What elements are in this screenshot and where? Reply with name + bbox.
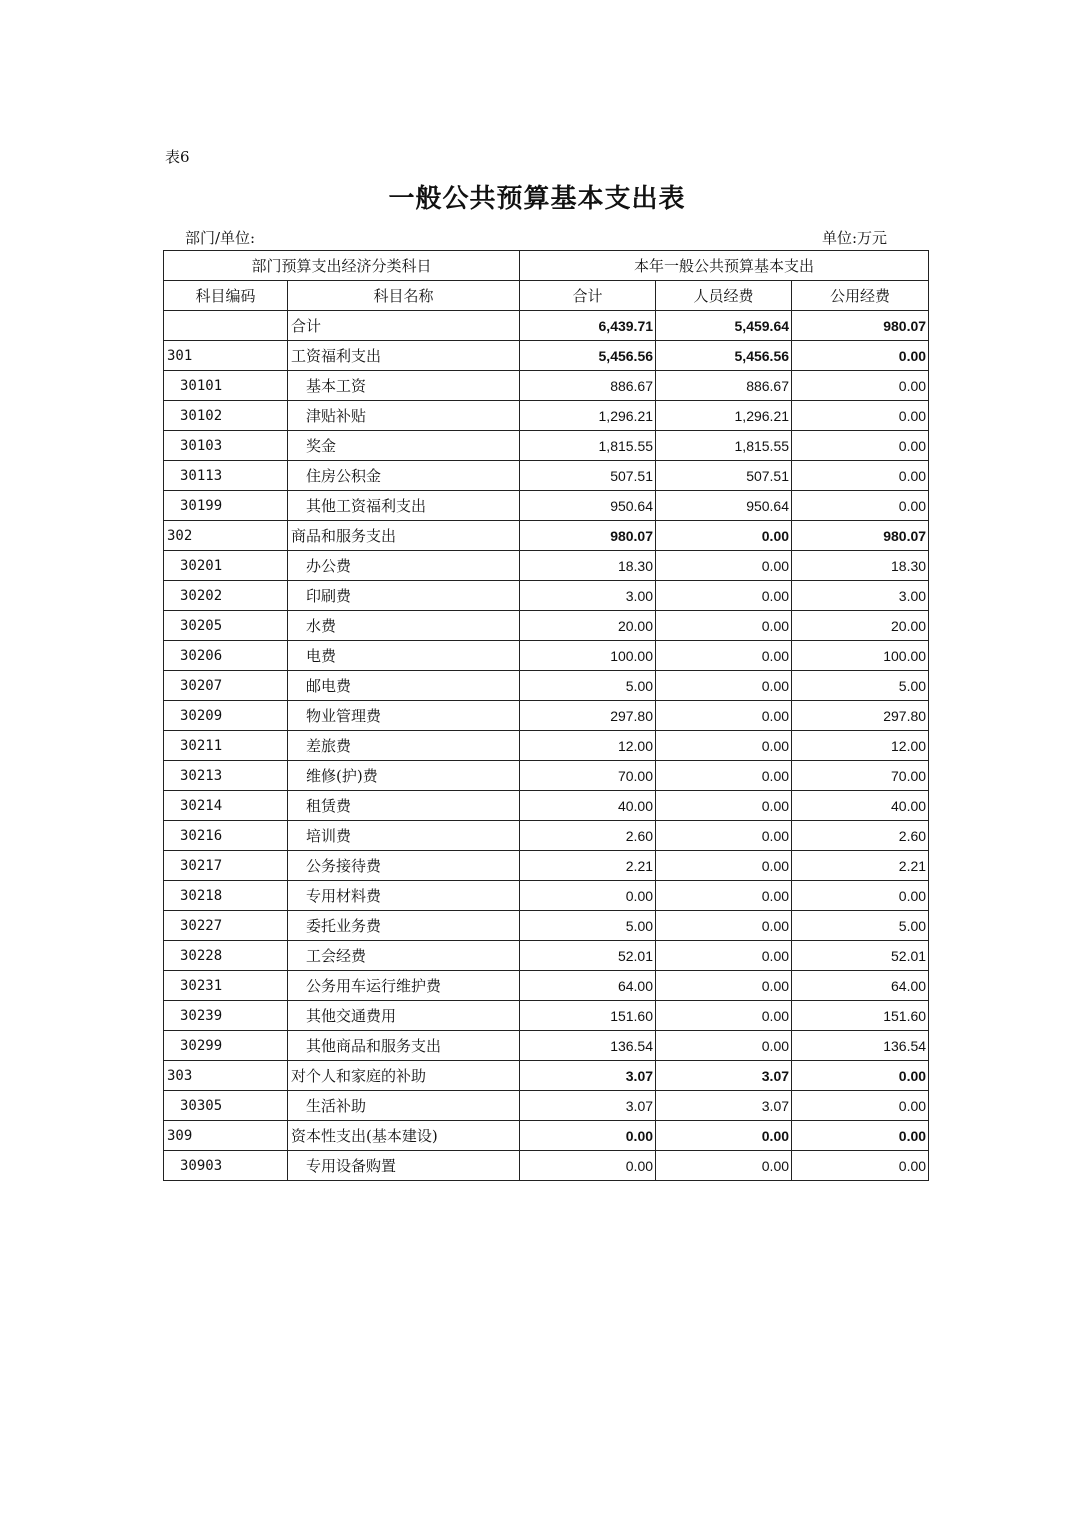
cell-public: 18.30 xyxy=(792,551,929,581)
cell-public: 0.00 xyxy=(792,1091,929,1121)
cell-public: 2.60 xyxy=(792,821,929,851)
cell-personnel: 0.00 xyxy=(656,791,792,821)
cell-public: 151.60 xyxy=(792,1001,929,1031)
table-row xyxy=(164,461,929,491)
cell-personnel: 0.00 xyxy=(656,1001,792,1031)
cell-personnel: 0.00 xyxy=(656,1151,792,1181)
cell-personnel: 0.00 xyxy=(656,851,792,881)
table-row xyxy=(164,1001,929,1031)
cell-name: 印刷费 xyxy=(288,581,520,611)
column-header-public: 公用经费 xyxy=(792,281,929,311)
cell-total: 0.00 xyxy=(520,881,656,911)
cell-name: 物业管理费 xyxy=(288,701,520,731)
cell-personnel: 0.00 xyxy=(656,881,792,911)
table-row xyxy=(164,1061,929,1091)
cell-code: 30199 xyxy=(164,491,288,521)
cell-public: 100.00 xyxy=(792,641,929,671)
page-title: 一般公共预算基本支出表 xyxy=(388,184,686,214)
cell-personnel: 5,456.56 xyxy=(656,341,792,371)
cell-personnel: 1,815.55 xyxy=(656,431,792,461)
cell-name: 合计 xyxy=(288,311,520,341)
cell-code: 30227 xyxy=(164,911,288,941)
cell-total: 297.80 xyxy=(520,701,656,731)
table-row xyxy=(164,731,929,761)
table-row xyxy=(164,341,929,371)
cell-code: 30207 xyxy=(164,671,288,701)
cell-name: 工会经费 xyxy=(288,941,520,971)
cell-total: 64.00 xyxy=(520,971,656,1001)
cell-personnel: 3.07 xyxy=(656,1091,792,1121)
cell-name: 津贴补贴 xyxy=(288,401,520,431)
header-group-row xyxy=(164,251,929,281)
cell-total: 3.00 xyxy=(520,581,656,611)
cell-code: 30202 xyxy=(164,581,288,611)
cell-personnel: 0.00 xyxy=(656,971,792,1001)
unit-label: 单位:万元 xyxy=(822,229,888,247)
cell-code: 30201 xyxy=(164,551,288,581)
table-row xyxy=(164,551,929,581)
cell-personnel: 5,459.64 xyxy=(656,311,792,341)
budget-table xyxy=(163,250,929,1181)
cell-name: 邮电费 xyxy=(288,671,520,701)
cell-name: 其他商品和服务支出 xyxy=(288,1031,520,1061)
table-row xyxy=(164,1031,929,1061)
table-body xyxy=(164,311,929,1181)
cell-total: 12.00 xyxy=(520,731,656,761)
table-row xyxy=(164,941,929,971)
cell-personnel: 0.00 xyxy=(656,551,792,581)
cell-personnel: 0.00 xyxy=(656,1031,792,1061)
cell-name: 公务用车运行维护费 xyxy=(288,971,520,1001)
cell-total: 507.51 xyxy=(520,461,656,491)
cell-code: 30218 xyxy=(164,881,288,911)
cell-name: 商品和服务支出 xyxy=(288,521,520,551)
cell-code: 30213 xyxy=(164,761,288,791)
cell-total: 40.00 xyxy=(520,791,656,821)
cell-name: 委托业务费 xyxy=(288,911,520,941)
cell-name: 生活补助 xyxy=(288,1091,520,1121)
table-row xyxy=(164,1151,929,1181)
table-row xyxy=(164,491,929,521)
cell-total: 3.07 xyxy=(520,1061,656,1091)
cell-personnel: 0.00 xyxy=(656,581,792,611)
cell-public: 0.00 xyxy=(792,881,929,911)
cell-personnel: 507.51 xyxy=(656,461,792,491)
cell-total: 950.64 xyxy=(520,491,656,521)
cell-total: 1,815.55 xyxy=(520,431,656,461)
cell-code: 30239 xyxy=(164,1001,288,1031)
table-row xyxy=(164,1091,929,1121)
cell-total: 886.67 xyxy=(520,371,656,401)
cell-name: 其他交通费用 xyxy=(288,1001,520,1031)
cell-public: 64.00 xyxy=(792,971,929,1001)
column-header-name: 科目名称 xyxy=(288,281,520,311)
cell-public: 0.00 xyxy=(792,1151,929,1181)
cell-code: 303 xyxy=(164,1061,288,1091)
cell-name: 电费 xyxy=(288,641,520,671)
cell-name: 其他工资福利支出 xyxy=(288,491,520,521)
table-row xyxy=(164,401,929,431)
cell-public: 52.01 xyxy=(792,941,929,971)
cell-code: 30113 xyxy=(164,461,288,491)
cell-name: 住房公积金 xyxy=(288,461,520,491)
cell-public: 980.07 xyxy=(792,521,929,551)
cell-public: 0.00 xyxy=(792,431,929,461)
cell-public: 0.00 xyxy=(792,341,929,371)
cell-name: 奖金 xyxy=(288,431,520,461)
cell-total: 100.00 xyxy=(520,641,656,671)
cell-code: 30209 xyxy=(164,701,288,731)
cell-total: 151.60 xyxy=(520,1001,656,1031)
cell-public: 0.00 xyxy=(792,371,929,401)
table-row xyxy=(164,581,929,611)
cell-personnel: 886.67 xyxy=(656,371,792,401)
cell-total: 18.30 xyxy=(520,551,656,581)
cell-code: 309 xyxy=(164,1121,288,1151)
cell-public: 980.07 xyxy=(792,311,929,341)
cell-name: 工资福利支出 xyxy=(288,341,520,371)
cell-code: 30305 xyxy=(164,1091,288,1121)
department-label: 部门/单位: xyxy=(185,229,256,247)
cell-name: 专用设备购置 xyxy=(288,1151,520,1181)
cell-public: 5.00 xyxy=(792,671,929,701)
cell-public: 0.00 xyxy=(792,1121,929,1151)
table-row xyxy=(164,671,929,701)
cell-code: 30216 xyxy=(164,821,288,851)
table-row xyxy=(164,881,929,911)
table-row xyxy=(164,611,929,641)
cell-personnel: 0.00 xyxy=(656,701,792,731)
cell-total: 980.07 xyxy=(520,521,656,551)
cell-name: 维修(护)费 xyxy=(288,761,520,791)
table-row xyxy=(164,821,929,851)
cell-name: 公务接待费 xyxy=(288,851,520,881)
cell-code: 30217 xyxy=(164,851,288,881)
table-row xyxy=(164,911,929,941)
cell-public: 297.80 xyxy=(792,701,929,731)
table-row xyxy=(164,641,929,671)
cell-code: 30205 xyxy=(164,611,288,641)
cell-personnel: 0.00 xyxy=(656,521,792,551)
cell-personnel: 950.64 xyxy=(656,491,792,521)
column-header-personnel: 人员经费 xyxy=(656,281,792,311)
cell-total: 6,439.71 xyxy=(520,311,656,341)
cell-name: 办公费 xyxy=(288,551,520,581)
cell-code: 30231 xyxy=(164,971,288,1001)
cell-total: 3.07 xyxy=(520,1091,656,1121)
cell-code: 301 xyxy=(164,341,288,371)
cell-name: 基本工资 xyxy=(288,371,520,401)
cell-code: 302 xyxy=(164,521,288,551)
cell-code: 30299 xyxy=(164,1031,288,1061)
cell-public: 0.00 xyxy=(792,401,929,431)
cell-personnel: 0.00 xyxy=(656,821,792,851)
cell-name: 资本性支出(基本建设) xyxy=(288,1121,520,1151)
cell-public: 136.54 xyxy=(792,1031,929,1061)
cell-code: 30103 xyxy=(164,431,288,461)
cell-total: 5.00 xyxy=(520,911,656,941)
header-column-row xyxy=(164,281,929,311)
table-row xyxy=(164,791,929,821)
group-header-classification: 部门预算支出经济分类科日 xyxy=(164,251,520,281)
cell-code: 30228 xyxy=(164,941,288,971)
table-row xyxy=(164,521,929,551)
cell-public: 40.00 xyxy=(792,791,929,821)
cell-total: 20.00 xyxy=(520,611,656,641)
cell-total: 136.54 xyxy=(520,1031,656,1061)
table-row xyxy=(164,851,929,881)
cell-total: 0.00 xyxy=(520,1151,656,1181)
cell-public: 0.00 xyxy=(792,491,929,521)
cell-public: 5.00 xyxy=(792,911,929,941)
cell-name: 水费 xyxy=(288,611,520,641)
cell-code: 30214 xyxy=(164,791,288,821)
cell-personnel: 0.00 xyxy=(656,1121,792,1151)
table-number: 表6 xyxy=(165,148,190,166)
table-row xyxy=(164,1121,929,1151)
cell-public: 2.21 xyxy=(792,851,929,881)
cell-personnel: 0.00 xyxy=(656,641,792,671)
cell-total: 2.60 xyxy=(520,821,656,851)
cell-public: 70.00 xyxy=(792,761,929,791)
cell-name: 租赁费 xyxy=(288,791,520,821)
cell-total: 1,296.21 xyxy=(520,401,656,431)
table-row xyxy=(164,371,929,401)
cell-name: 培训费 xyxy=(288,821,520,851)
cell-name: 专用材料费 xyxy=(288,881,520,911)
cell-personnel: 1,296.21 xyxy=(656,401,792,431)
cell-personnel: 0.00 xyxy=(656,761,792,791)
cell-code: 30102 xyxy=(164,401,288,431)
cell-code xyxy=(164,311,288,341)
cell-code: 30211 xyxy=(164,731,288,761)
cell-name: 差旅费 xyxy=(288,731,520,761)
cell-total: 5,456.56 xyxy=(520,341,656,371)
cell-total: 5.00 xyxy=(520,671,656,701)
cell-personnel: 0.00 xyxy=(656,671,792,701)
cell-public: 12.00 xyxy=(792,731,929,761)
cell-public: 0.00 xyxy=(792,461,929,491)
column-header-code: 科目编码 xyxy=(164,281,288,311)
cell-total: 0.00 xyxy=(520,1121,656,1151)
cell-code: 30206 xyxy=(164,641,288,671)
cell-code: 30101 xyxy=(164,371,288,401)
cell-public: 0.00 xyxy=(792,1061,929,1091)
cell-personnel: 3.07 xyxy=(656,1061,792,1091)
table-row xyxy=(164,311,929,341)
table-row xyxy=(164,761,929,791)
cell-public: 3.00 xyxy=(792,581,929,611)
cell-public: 20.00 xyxy=(792,611,929,641)
cell-personnel: 0.00 xyxy=(656,911,792,941)
group-header-basic-expenditure: 本年一般公共预算基本支出 xyxy=(520,251,929,281)
cell-total: 52.01 xyxy=(520,941,656,971)
table-row xyxy=(164,971,929,1001)
cell-personnel: 0.00 xyxy=(656,731,792,761)
column-header-total: 合计 xyxy=(520,281,656,311)
cell-total: 2.21 xyxy=(520,851,656,881)
cell-personnel: 0.00 xyxy=(656,941,792,971)
table-row xyxy=(164,701,929,731)
cell-total: 70.00 xyxy=(520,761,656,791)
table-row xyxy=(164,431,929,461)
cell-code: 30903 xyxy=(164,1151,288,1181)
cell-name: 对个人和家庭的补助 xyxy=(288,1061,520,1091)
cell-personnel: 0.00 xyxy=(656,611,792,641)
